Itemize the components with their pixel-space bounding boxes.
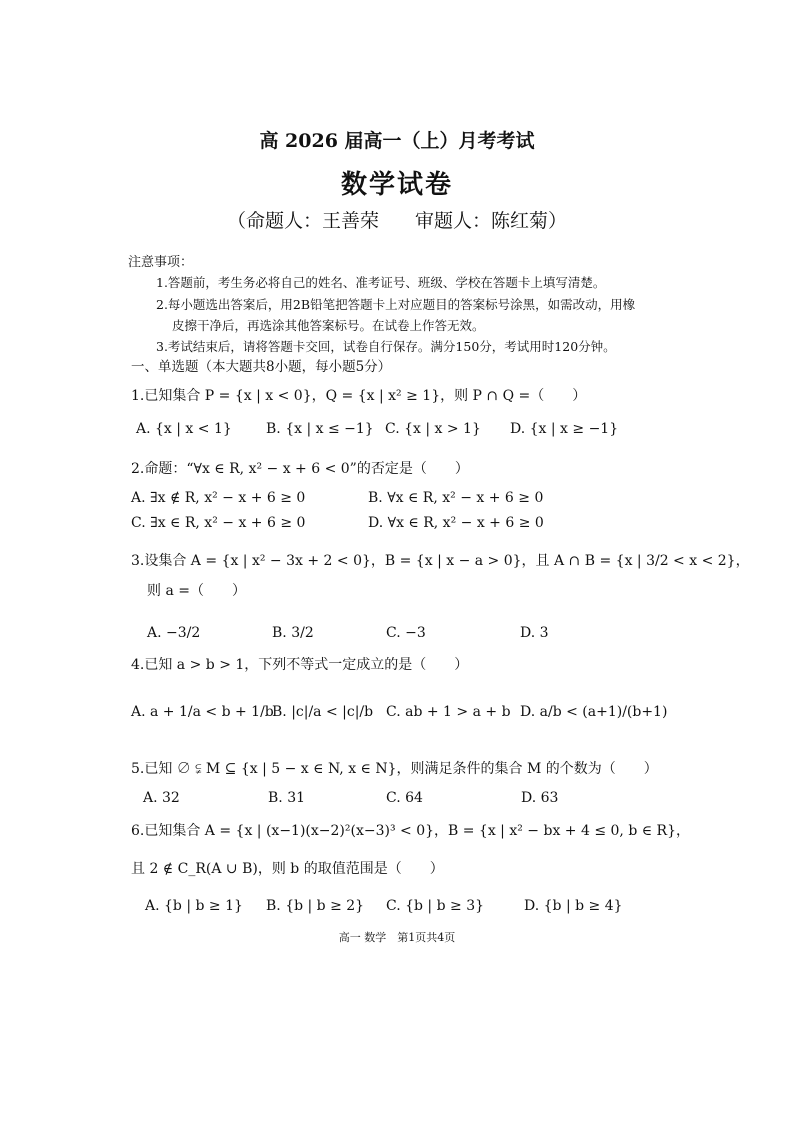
note-item: 3.考试结束后，请将答题卡交回，试卷自行保存。满分150分，考试用时120分钟。 [156, 339, 616, 354]
note-item: 1.答题前，考生务必将自己的姓名、准考证号、班级、学校在答题卡上填写清楚。 [156, 275, 606, 290]
question-3-stem: 3.设集合 A = {x | x² − 3x + 2 < 0}，B = {x | x − a > 0}，且 A ∩ B = {x | 3/2 < x < 2}， [131, 553, 750, 569]
subject-title: 数学试卷 [340, 170, 453, 200]
reviewer: 审题人：陈红菊） [415, 210, 568, 232]
question-3-stem-cont: 则 a =（ ） [147, 583, 246, 599]
q2-option-b: B. ∀x ∈ R, x² − x + 6 ≥ 0 [368, 490, 544, 506]
q4-option-c: C. ab + 1 > a + b [386, 704, 511, 720]
question-1-stem: 1.已知集合 P = {x | x < 0}，Q = {x | x² ≥ 1}，则 P ∩ Q =（ ） [131, 388, 587, 404]
q1-option-a: A. {x | x < 1} [136, 421, 232, 437]
section-heading: 一、单选题（本大题共8小题，每小题5分） [131, 359, 392, 375]
q3-option-b: B. 3/2 [272, 625, 314, 641]
q2-option-a: A. ∃x ∉ R, x² − x + 6 ≥ 0 [131, 490, 306, 506]
q2-option-c: C. ∃x ∈ R, x² − x + 6 ≥ 0 [131, 515, 306, 531]
notes-title: 注意事项： [128, 255, 194, 270]
q5-option-b: B. 31 [268, 790, 306, 806]
question-4-stem: 4.已知 a > b > 1，下列不等式一定成立的是（ ） [131, 657, 469, 673]
note-item: 2.每小题选出答案后，用2B铅笔把答题卡上对应题目的答案标号涂黑，如需改动，用橡 [156, 297, 636, 312]
q3-option-a: A. −3/2 [147, 625, 201, 641]
q2-option-d: D. ∀x ∈ R, x² − x + 6 ≥ 0 [368, 515, 544, 531]
q4-option-b: B. |c|/a < |c|/b [272, 704, 374, 720]
q6-option-c: C. {b | b ≥ 3} [386, 898, 485, 914]
q3-option-c: C. −3 [386, 625, 426, 641]
q1-option-b: B. {x | x ≤ −1} [266, 421, 374, 437]
q1-option-d: D. {x | x ≥ −1} [510, 421, 619, 437]
question-5-stem: 5.已知 ∅ ⫋ M ⊆ {x | 5 − x ∈ N, x ∈ N}，则满足条件的集合 M 的个数为（ ） [131, 761, 658, 777]
setter: （命题人：王善荣 [226, 210, 379, 232]
q6-option-d: D. {b | b ≥ 4} [524, 898, 623, 914]
q3-option-d: D. 3 [520, 625, 549, 641]
q5-option-a: A. 32 [143, 790, 180, 806]
q1-option-c: C. {x | x > 1} [385, 421, 481, 437]
q4-option-a: A. a + 1/a < b + 1/b [131, 704, 274, 720]
q5-option-c: C. 64 [386, 790, 423, 806]
page-footer: 高一 数学 第1页共4页 [338, 931, 456, 944]
q6-option-a: A. {b | b ≥ 1} [145, 898, 243, 914]
q6-option-b: B. {b | b ≥ 2} [266, 898, 365, 914]
question-6-stem: 6.已知集合 A = {x | (x−1)(x−2)²(x−3)³ < 0}，B = {x | x² − bx + 4 ≤ 0, b ∈ R}， [131, 823, 690, 839]
author-line [0, 206, 794, 233]
question-2-stem: 2.命题：“∀x ∈ R, x² − x + 6 < 0”的否定是（ ） [131, 461, 469, 477]
note-item: 皮擦干净后，再选涂其他答案标号。在试卷上作答无效。 [172, 318, 485, 333]
exam-title: 高 2026 届高一（上）月考考试 [259, 130, 535, 152]
q5-option-d: D. 63 [521, 790, 559, 806]
question-6-stem-cont: 且 2 ∉ C_R(A ∪ B)，则 b 的取值范围是（ ） [131, 861, 444, 877]
q4-option-d: D. a/b < (a+1)/(b+1) [520, 704, 668, 720]
